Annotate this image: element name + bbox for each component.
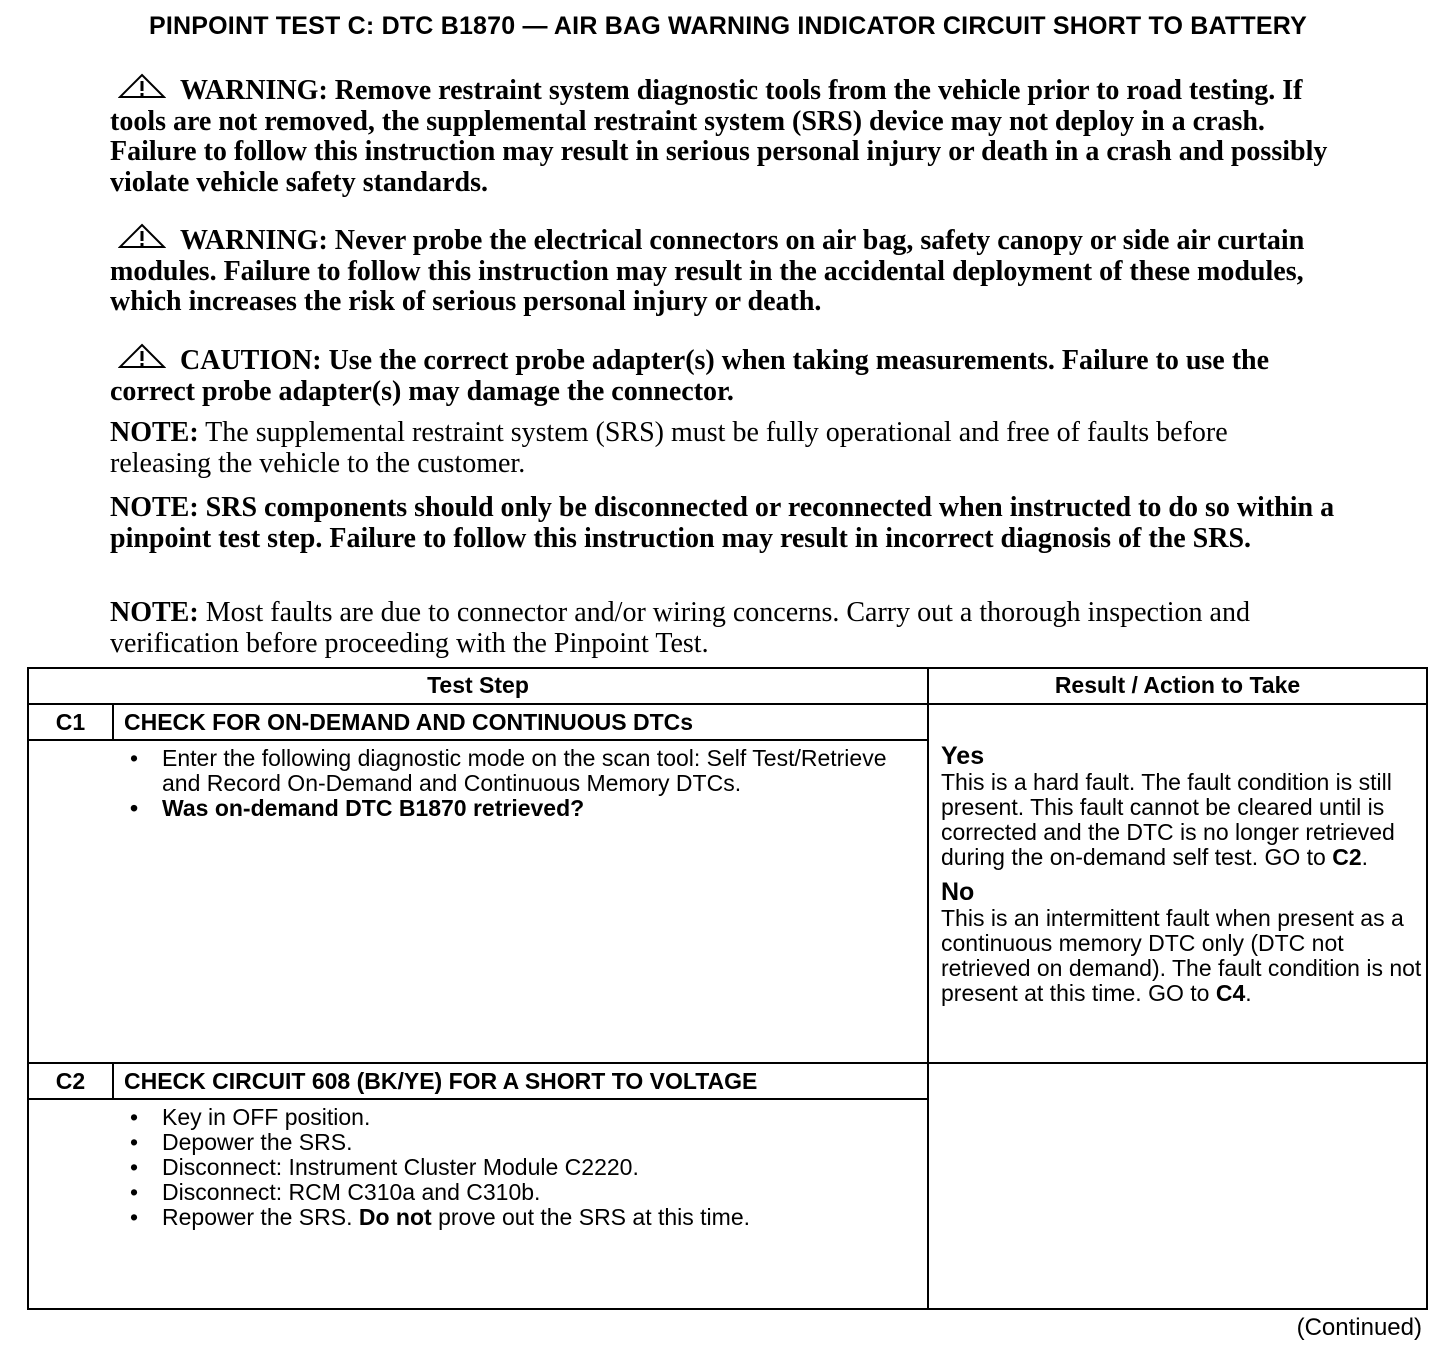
list-item-text: prove out the SRS at this time. — [431, 1204, 751, 1230]
list-item: • Disconnect: Instrument Cluster Module C2220. — [124, 1155, 894, 1180]
step-id-divider — [112, 1064, 114, 1098]
list-item: • Was on-demand DTC B1870 retrieved? — [124, 796, 894, 821]
note-text: The supplemental restraint system (SRS) must be fully operational and free of faults before releasing the vehicle to the customer. — [110, 417, 1228, 479]
warning-text: Remove restraint system diagnostic tools from the vehicle prior to road testing. If tools are not removed, the supplemental restraint system (SRS) device may not deploy in a crash. Failure to follow this instruction may result in serious personal injury or death in a crash and possibly violate vehicle safety standards. — [110, 75, 1328, 198]
list-item — [124, 1205, 894, 1230]
note-label: NOTE: — [110, 597, 199, 628]
step-id: C2 — [55, 1068, 86, 1094]
page-title: PINPOINT TEST C: DTC B1870 — AIR BAG WARNING INDICATOR CIRCUIT SHORT TO BATTERY — [149, 12, 1307, 40]
caution-label: CAUTION: — [180, 345, 322, 376]
goto-step-link[interactable]: C4 — [1215, 980, 1246, 1006]
step-instructions — [124, 1105, 894, 1230]
step-divider — [29, 1062, 1426, 1064]
note-paragraph-1 — [110, 418, 1335, 479]
header-divider — [29, 703, 1426, 705]
step-title-divider — [29, 739, 927, 741]
note-paragraph-2: NOTE: SRS components should only be disconnected or reconnected when instructed to do so within a pinpoint test step. Failure to follow this instruction may result in incorrect diagnosis of the SRS. — [110, 492, 1335, 554]
warning-triangle-icon — [118, 223, 166, 249]
caution-paragraph — [110, 343, 1335, 407]
step-title: CHECK FOR ON-DEMAND AND CONTINUOUS DTCs — [124, 709, 694, 735]
warning-triangle-icon — [118, 73, 166, 99]
result-block — [941, 742, 1426, 1006]
warning-label: WARNING: — [180, 75, 328, 106]
warning-paragraph-2 — [110, 223, 1335, 318]
result-no-text — [941, 906, 1426, 1006]
column-divider — [927, 669, 929, 1308]
list-item-text: Repower the SRS. — [162, 1204, 359, 1230]
step-title: CHECK CIRCUIT 608 (BK/YE) FOR A SHORT TO VOLTAGE — [124, 1068, 758, 1094]
step-title-divider — [29, 1098, 927, 1100]
result-yes-text — [941, 770, 1426, 870]
result-yes-heading: Yes — [941, 742, 985, 770]
note-label: NOTE: — [110, 417, 199, 448]
list-item: • Enter the following diagnostic mode on the scan tool: Self Test/Retrieve and Record On-Demand and Continuous Memory DTCs. — [124, 746, 894, 796]
list-item: • Disconnect: RCM C310a and C310b. — [124, 1180, 894, 1205]
list-item-emphasis: Do not — [358, 1204, 432, 1230]
warning-label: WARNING: — [180, 225, 328, 256]
goto-step-link[interactable]: C2 — [1332, 844, 1362, 870]
step-instructions — [124, 746, 894, 821]
result-text: This is an intermittent fault when present as a continuous memory DTC only (DTC not retrieved on demand). The fault condition is not present at this time. GO to — [941, 905, 1422, 1006]
warning-paragraph-1 — [110, 73, 1335, 198]
note-text: Most faults are due to connector and/or wiring concerns. Carry out a thorough inspection and verification before proceeding with the Pinpoint Test. — [110, 597, 1250, 659]
result-punct: . — [1361, 844, 1369, 870]
result-no-heading: No — [941, 878, 975, 906]
note-paragraph-3 — [110, 598, 1335, 659]
continued-label: (Continued) — [1296, 1314, 1422, 1341]
pinpoint-test-table — [27, 667, 1428, 1310]
caution-text: Use the correct probe adapter(s) when taking measurements. Failure to use the correct probe adapter(s) may damage the connector. — [110, 345, 1270, 407]
step-id-divider — [112, 705, 114, 739]
warning-text: Never probe the electrical connectors on air bag, safety canopy or side air curtain modules. Failure to follow this instruction may result in the accidental deployment of these modules, which increases the risk of serious personal injury or death. — [110, 225, 1305, 317]
header-test-step: Test Step — [427, 672, 529, 698]
list-item: • Depower the SRS. — [124, 1130, 894, 1155]
step-id: C1 — [55, 709, 86, 735]
result-punct: . — [1245, 980, 1252, 1006]
list-item: • Key in OFF position. — [124, 1105, 894, 1130]
warning-triangle-icon — [118, 343, 166, 369]
result-text: This is a hard fault. The fault condition is still present. This fault cannot be cleared until is corrected and the DTC is no longer retrieved during the on-demand self test. GO to — [941, 769, 1395, 870]
header-result-action: Result / Action to Take — [1054, 672, 1301, 698]
